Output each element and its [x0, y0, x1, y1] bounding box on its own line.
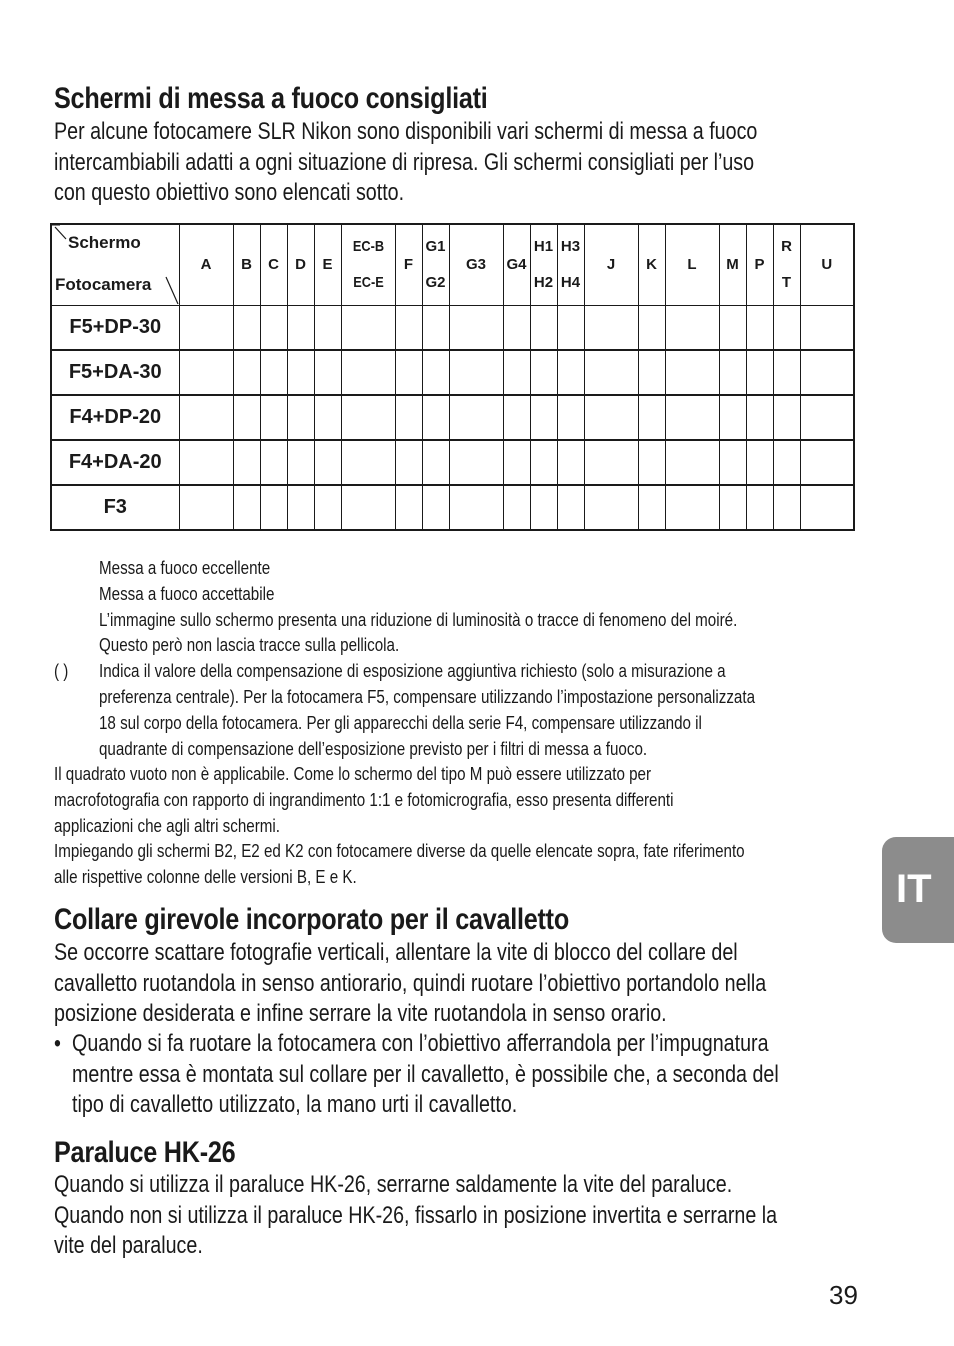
- intro-line: con questo obiettivo sono elencati sotto.: [54, 179, 405, 206]
- bullet-line: mentre essa è montata sul collare per il cavalletto, è possibile che, a seconda del: [72, 1060, 779, 1088]
- column-header: R T: [773, 224, 800, 305]
- note-acceptable: Messa a fuoco accettabile: [99, 582, 275, 604]
- section-intro: [54, 117, 757, 209]
- column-header: H1 H2: [530, 224, 557, 305]
- note-general: [54, 761, 745, 890]
- column-header: U: [800, 224, 854, 305]
- camera-name-cell: F5+DA-30: [51, 350, 179, 395]
- note-moire-line: L’immagine sullo schermo presenta una riduzione di luminosità o tracce di fenomeno del moiré.: [99, 608, 738, 630]
- section3-body: [54, 1170, 777, 1262]
- bullet-line: Quando si fa ruotare la fotocamera con l’obiettivo afferrandola per l’impugnatura: [72, 1030, 769, 1057]
- bullet-icon: •: [54, 1030, 61, 1057]
- bullet-line: tipo di cavalletto utilizzato, la mano urti il cavalletto.: [72, 1091, 518, 1118]
- column-header: J: [584, 224, 638, 305]
- column-header: EC-B EC-E: [341, 224, 395, 305]
- table-row: [51, 485, 854, 530]
- camera-name-cell: F3: [51, 485, 179, 530]
- intro-line: Per alcune fotocamere SLR Nikon sono disponibili vari schermi di messa a fuoco: [54, 118, 758, 145]
- column-header: P: [746, 224, 773, 305]
- column-header: F: [395, 224, 422, 305]
- body-line: posizione desiderata e infine serrare la vite ruotandola in senso orario.: [54, 1000, 667, 1027]
- column-header: G1 G2: [422, 224, 449, 305]
- column-header: D: [287, 224, 314, 305]
- table-header-row: [51, 224, 854, 305]
- column-header: K: [638, 224, 665, 305]
- section-title-lens-hood: Paraluce HK-26: [54, 1136, 236, 1169]
- section-title-tripod-collar: Collare girevole incorporato per il cavalletto: [54, 903, 569, 936]
- note-paren-symbol: ( ): [54, 660, 69, 681]
- note-b2e2k2-line: Impiegando gli schermi B2, E2 ed K2 con fotocamere diverse da quelle elencate sopra, fate riferimento: [54, 840, 745, 862]
- note-empty-line: macrofotografia con rapporto di ingrandimento 1:1 e fotomicrografia, esso presenta differenti: [54, 788, 674, 810]
- note-legend: [99, 555, 755, 761]
- camera-name-cell: F4+DA-20: [51, 440, 179, 485]
- intro-line: intercambiabili adatti a ogni situazione di ripresa. Gli schermi consigliati per l’uso: [54, 148, 755, 176]
- note-empty-line: Il quadrato vuoto non è applicabile. Come lo schermo del tipo M può essere utilizzato per: [54, 763, 652, 784]
- section-title-focusing-screens: Schermi di messa a fuoco consigliati: [54, 82, 488, 115]
- corner-camera-label: Fotocamera: [55, 275, 152, 294]
- section2-bullet: [54, 1029, 779, 1121]
- column-header: B: [233, 224, 260, 305]
- body-line: vite del paraluce.: [54, 1232, 203, 1259]
- section2-body: [54, 938, 766, 1030]
- table-row: [51, 440, 854, 485]
- column-header: A: [179, 224, 233, 305]
- focusing-screen-table: [50, 223, 855, 531]
- column-header: G3: [449, 224, 503, 305]
- body-line: cavalletto ruotandola in senso antiorario, quindi ruotare l’obiettivo portandolo nella: [54, 969, 767, 997]
- language-tab-label: IT: [896, 867, 932, 911]
- note-excellent: Messa a fuoco eccellente: [99, 557, 271, 578]
- table-row: [51, 350, 854, 395]
- note-paren-line: preferenza centrale). Per la fotocamera F5, compensare utilizzando l’impostazione personalizzata: [99, 685, 756, 707]
- note-empty-line: applicazioni che agli altri schermi.: [54, 814, 280, 836]
- column-header: H3 H4: [557, 224, 584, 305]
- table-corner-cell: [51, 224, 179, 305]
- table-row: [51, 395, 854, 440]
- body-line: Quando si utilizza il paraluce HK-26, serrarne saldamente la vite del paraluce.: [54, 1171, 733, 1198]
- note-paren-line: 18 sul corpo della fotocamera. Per gli apparecchi della serie F4, compensare utilizzando il: [99, 711, 702, 733]
- corner-screen-label: Schermo: [68, 233, 141, 252]
- column-header: G4: [503, 224, 530, 305]
- note-paren-line: quadrante di compensazione dell’esposizione previsto per i filtri di messa a fuoco.: [99, 737, 648, 759]
- column-header: C: [260, 224, 287, 305]
- camera-name-cell: F4+DP-20: [51, 395, 179, 440]
- column-header: M: [719, 224, 746, 305]
- page-number: 39: [829, 1280, 858, 1310]
- note-b2e2k2-line: alle rispettive colonne delle versioni B, E e K.: [54, 866, 357, 888]
- camera-name-cell: F5+DP-30: [51, 305, 179, 350]
- body-line: Se occorre scattare fotografie verticali, allentare la vite di blocco del collare del: [54, 939, 738, 966]
- table-row: [51, 305, 854, 350]
- column-header: E: [314, 224, 341, 305]
- language-tab: [882, 837, 954, 943]
- note-moire-line: Questo però non lascia tracce sulla pellicola.: [99, 634, 400, 656]
- column-header: L: [665, 224, 719, 305]
- body-line: Quando non si utilizza il paraluce HK-26, fissarlo in posizione invertita e serrarne la: [54, 1201, 778, 1229]
- note-paren-line: Indica il valore della compensazione di esposizione aggiuntiva richiesto (solo a misurazione a: [99, 660, 726, 682]
